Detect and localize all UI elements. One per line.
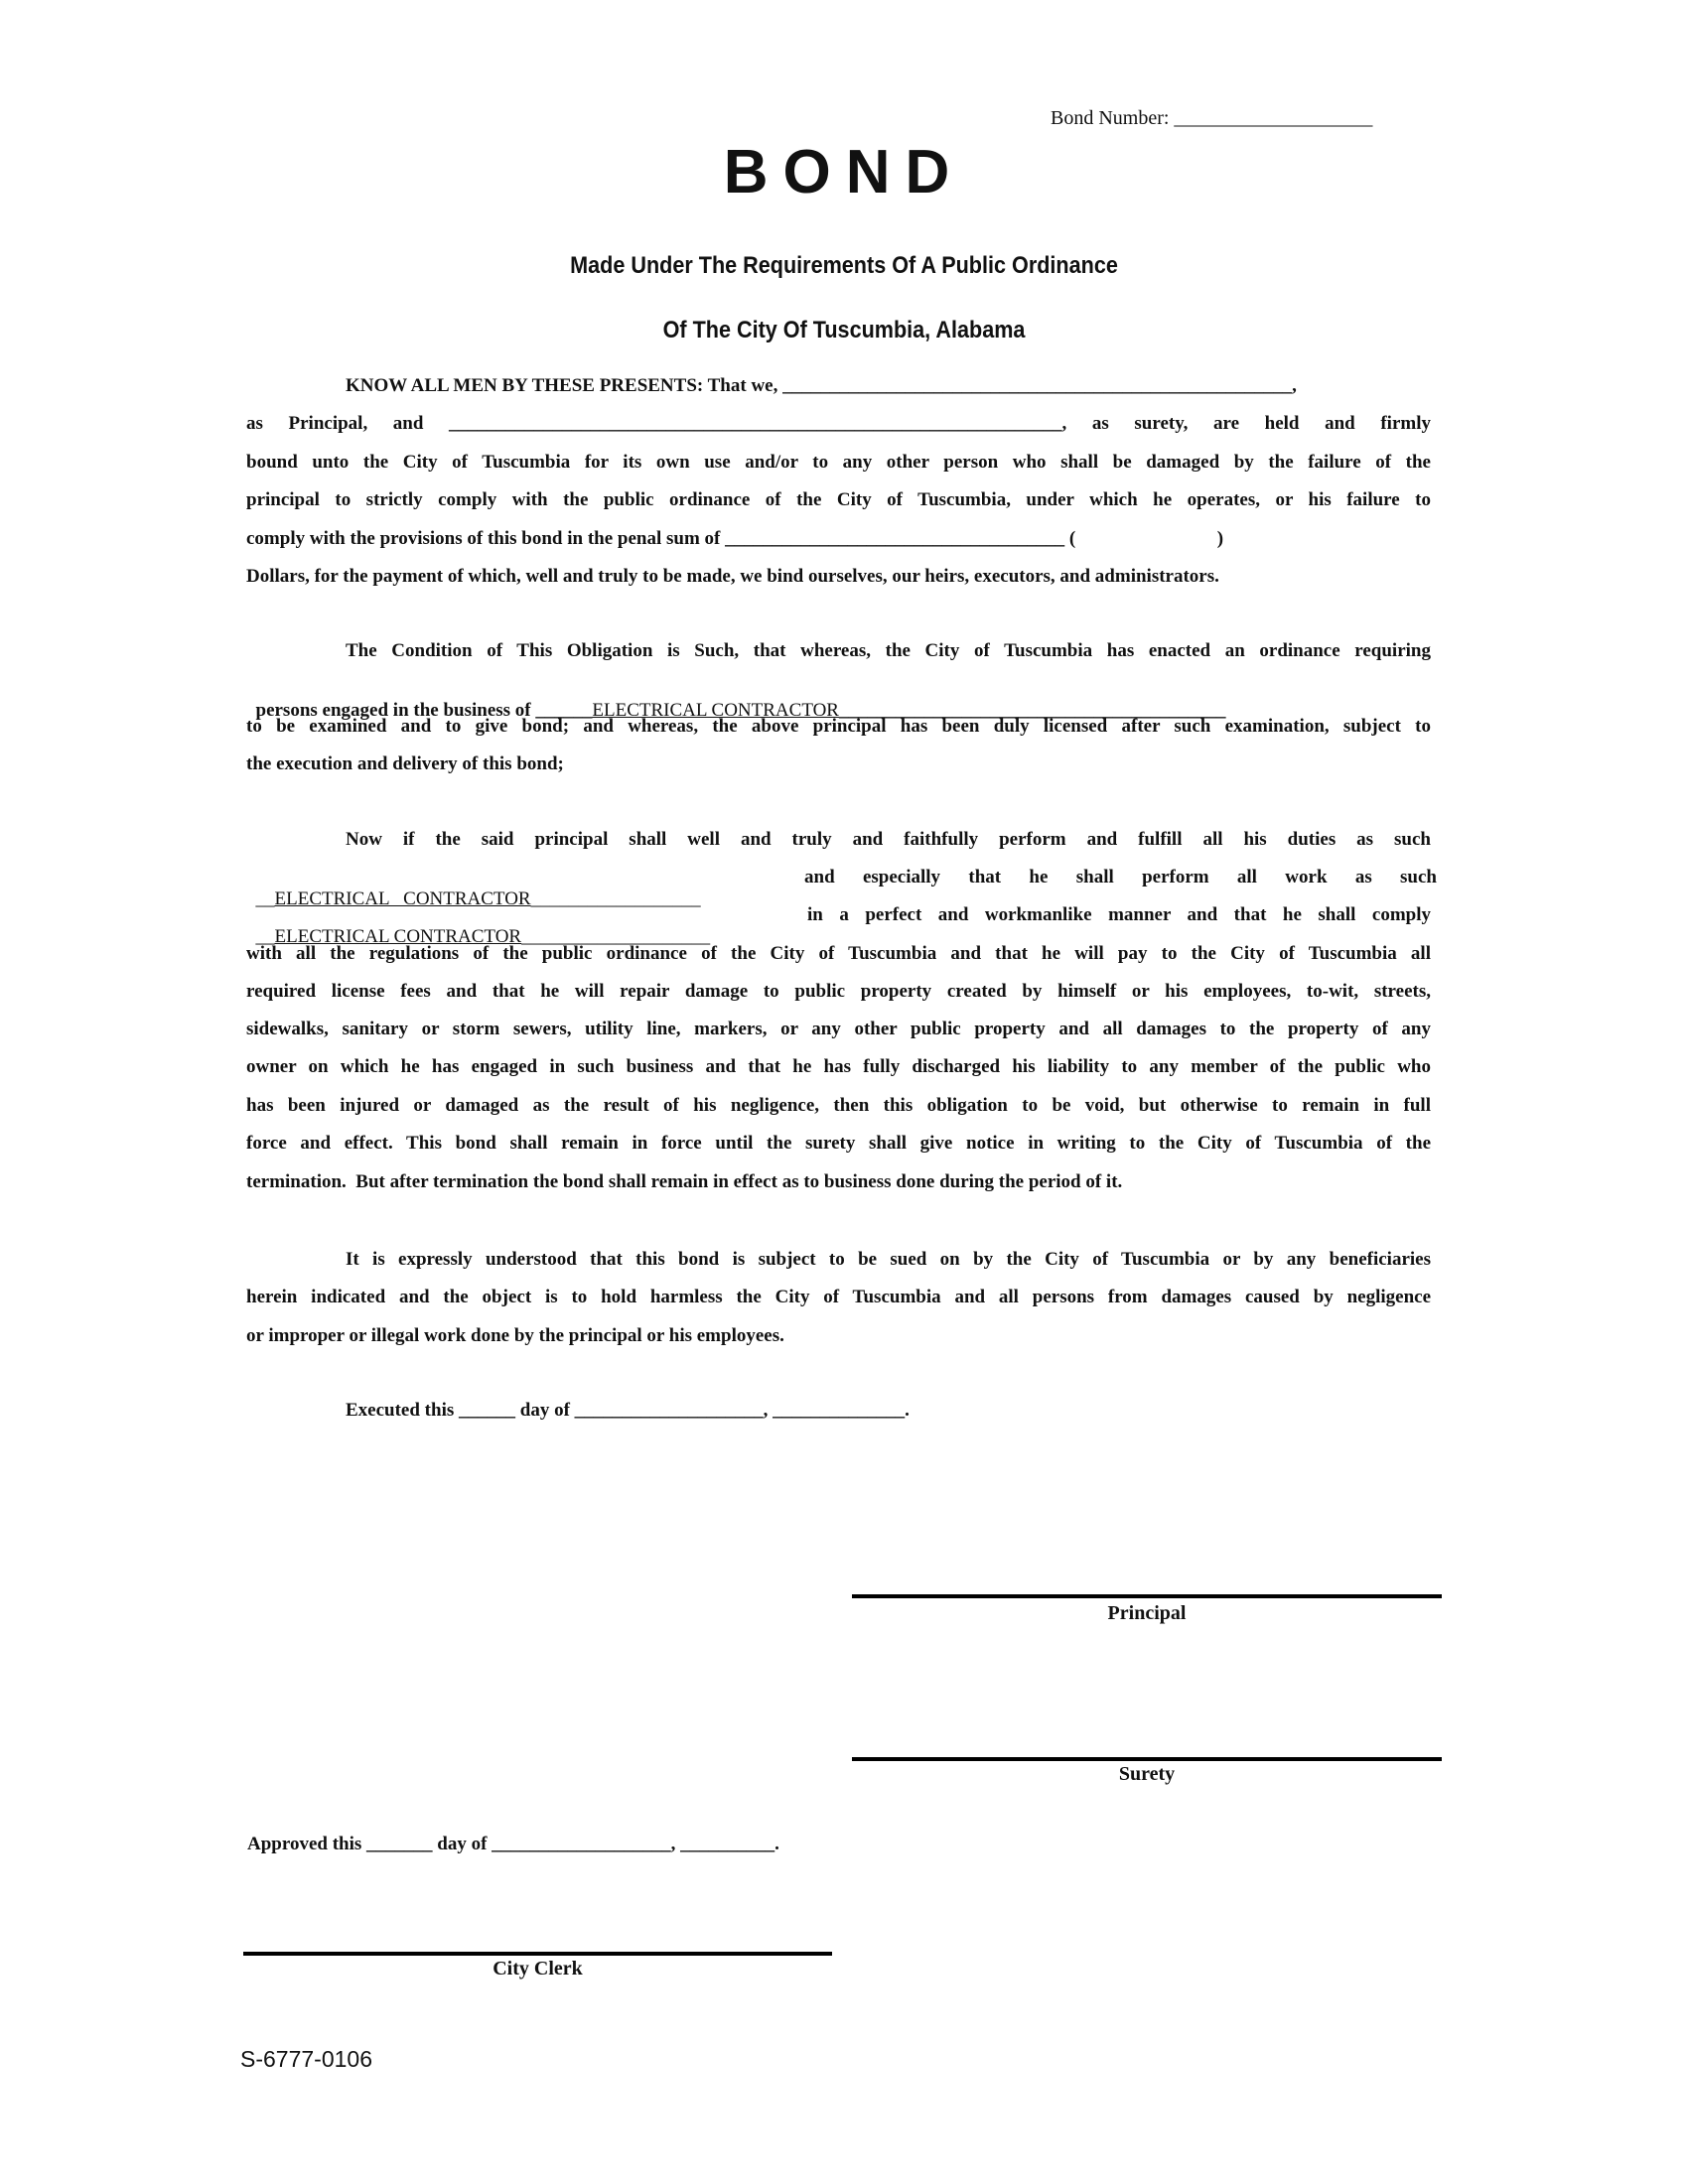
fill-prefix: __ <box>255 888 275 909</box>
duties-text: and especially that he shall perform all work as such <box>804 867 1437 887</box>
body-line: herein indicated and the object is to hold harmless the City of Tuscumbia and all persons from damages caused by negligence <box>246 1287 1431 1307</box>
duty-fill-2: ELECTRICAL CONTRACTOR <box>274 926 522 947</box>
body-line: sidewalks, sanitary or storm sewers, utility line, markers, or any other public property and all damages to the property of any <box>246 1019 1431 1039</box>
executed-line: Executed this ______ day of ____________________, ______________. <box>346 1400 910 1421</box>
business-suffix: _________________________________________ <box>838 700 1226 721</box>
principal-surety-line: as Principal, and _________________________________________________________________, as surety, are held and firmly <box>246 413 1431 434</box>
fill-prefix: __ <box>255 926 275 947</box>
surety-signature-line <box>852 1757 1442 1761</box>
duties-text: in a perfect and workmanlike manner and that he shall comply <box>807 904 1431 925</box>
subtitle-ordinance: Made Under The Requirements Of A Public Ordinance <box>570 252 1118 279</box>
fill-suffix: ____________________ <box>521 926 711 947</box>
body-line: the execution and delivery of this bond; <box>246 753 564 774</box>
body-line: to be examined and to give bond; and whereas, the above principal has been duly licensed after such examination, subject to <box>246 716 1431 737</box>
form-number: S-6777-0106 <box>240 2046 372 2072</box>
body-line: required license fees and that he will repair damage to public property created by himself or his employees, to-wit, streets, <box>246 981 1431 1002</box>
body-line: principal to strictly comply with the public ordinance of the City of Tuscumbia, under which he operates, or his failure to <box>246 489 1431 510</box>
principal-signature-line <box>852 1594 1442 1598</box>
document-title: BOND <box>723 138 965 206</box>
surety-label: Surety <box>1118 1763 1176 1785</box>
approved-line: Approved this _______ day of ___________________, __________. <box>247 1834 779 1854</box>
duties-line: Now if the said principal shall well and truly and faithfully perform and fulfill all his duties as such <box>346 829 1431 850</box>
body-line: owner on which he has engaged in such business and that he has fully discharged his liability to any member of the public who <box>246 1056 1431 1077</box>
body-line: with all the regulations of the public ordinance of the City of Tuscumbia and that he will pay to the City of Tuscumbia all <box>246 943 1431 964</box>
body-line: force and effect. This bond shall remain in force until the surety shall give notice in writing to the City of Tuscumbia of the <box>246 1133 1431 1154</box>
body-line: termination. But after termination the bond shall remain in effect as to business done during the period of it. <box>246 1171 1123 1192</box>
subtitle-city: Of The City Of Tuscumbia, Alabama <box>662 317 1026 343</box>
bond-number-field: Bond Number: ____________________ <box>1051 107 1373 129</box>
city-clerk-signature-line <box>243 1952 832 1956</box>
duty-fill-1: ELECTRICAL CONTRACTOR <box>274 888 531 909</box>
city-clerk-label: City Clerk <box>492 1958 583 1979</box>
body-line: Dollars, for the payment of which, well and truly to be made, we bind ourselves, our heirs, executors, and administrators. <box>246 566 1219 587</box>
know-all-men-line: KNOW ALL MEN BY THESE PRESENTS: That we, ______________________________________________________, <box>346 375 1297 396</box>
body-line: or improper or illegal work done by the principal or his employees. <box>246 1325 784 1346</box>
principal-label: Principal <box>1107 1602 1187 1624</box>
body-line: bound unto the City of Tuscumbia for its own use and/or to any other person who shall be damaged by the failure of the <box>246 452 1431 473</box>
body-line: has been injured or damaged as the result of his negligence, then this obligation to be void, but otherwise to remain in full <box>246 1095 1431 1116</box>
condition-line: The Condition of This Obligation is Such, that whereas, the City of Tuscumbia has enacted an ordinance requiring <box>346 640 1431 661</box>
business-fill: ELECTRICAL CONTRACTOR <box>592 700 839 721</box>
fill-suffix: __________________ <box>530 888 701 909</box>
business-prefix: persons engaged in the business of ______ <box>255 700 593 721</box>
sued-line: It is expressly understood that this bond is subject to be sued on by the City of Tuscumbia or by any beneficiaries <box>346 1249 1431 1270</box>
penal-sum-line: comply with the provisions of this bond in the penal sum of ____________________________________ ( ) <box>246 528 1224 549</box>
